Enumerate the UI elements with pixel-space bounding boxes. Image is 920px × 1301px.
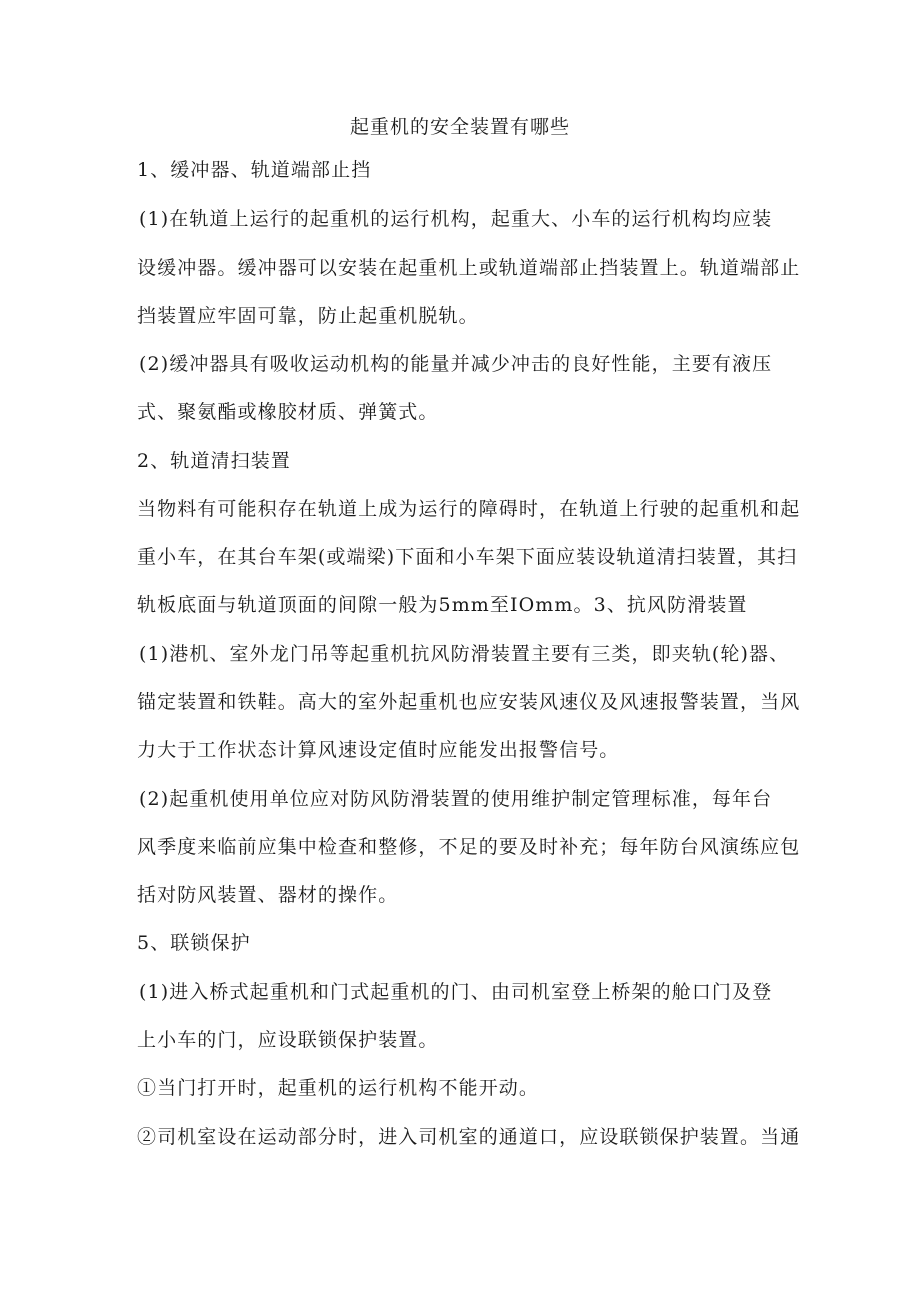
paragraph-line: 设缓冲器。缓冲器可以安装在起重机上或轨道端部止挡装置上。轨道端部止 bbox=[137, 257, 801, 279]
paragraph-line: (2)缓冲器具有吸收运动机构的能量并减少冲击的良好性能，主要有液压 bbox=[139, 353, 773, 375]
paragraph-line: 括对防风装置、器材的操作。 bbox=[137, 884, 399, 906]
list-item: ②司机室设在运动部分时，进入司机室的通道口，应设联锁保护装置。当通 bbox=[137, 1126, 801, 1148]
paragraph-line: 当物料有可能积存在轨道上成为运行的障碍时，在轨道上行驶的起重机和起 bbox=[137, 498, 801, 520]
document-title: 起重机的安全装置有哪些 bbox=[349, 116, 570, 138]
section-heading-2: 2、轨道清扫装置 bbox=[137, 450, 291, 472]
paragraph-line: 重小车，在其台车架(或端梁)下面和小车架下面应装设轨道清扫装置，其扫 bbox=[137, 546, 798, 568]
list-item: ①当门打开时，起重机的运行机构不能开动。 bbox=[137, 1077, 540, 1099]
paragraph-line: 风季度来临前应集中检查和整修，不足的要及时补充；每年防台风演练应包 bbox=[137, 836, 801, 858]
paragraph-line: (1)港机、室外龙门吊等起重机抗风防滑装置主要有三类，即夹轨(轮)器、 bbox=[139, 643, 790, 665]
paragraph-line: 上小车的门，应设联锁保护装置。 bbox=[137, 1029, 439, 1051]
paragraph-line: 式、聚氨酯或橡胶材质、弹簧式。 bbox=[137, 401, 439, 423]
paragraph-line: 轨板底面与轨道顶面的间隙一般为5mm至IOmm。3、抗风防滑装置 bbox=[137, 594, 748, 616]
paragraph-line: 锚定装置和铁鞋。高大的室外起重机也应安装风速仪及风速报警装置，当风 bbox=[137, 691, 801, 713]
paragraph-line: (1)在轨道上运行的起重机的运行机构，起重大、小车的运行机构均应装 bbox=[139, 208, 773, 230]
paragraph-line: 力大于工作状态计算风速设定值时应能发出报警信号。 bbox=[137, 739, 620, 761]
section-heading-5: 5、联锁保护 bbox=[137, 932, 251, 954]
section-heading-1: 1、缓冲器、轨道端部止挡 bbox=[137, 159, 372, 181]
paragraph-line: 挡装置应牢固可靠，防止起重机脱轨。 bbox=[137, 305, 479, 327]
paragraph-line: (2)起重机使用单位应对防风防滑装置的使用维护制定管理标准，每年台 bbox=[139, 788, 773, 810]
paragraph-line: (1)进入桥式起重机和门式起重机的门、由司机室登上桥架的舱口门及登 bbox=[139, 981, 773, 1003]
